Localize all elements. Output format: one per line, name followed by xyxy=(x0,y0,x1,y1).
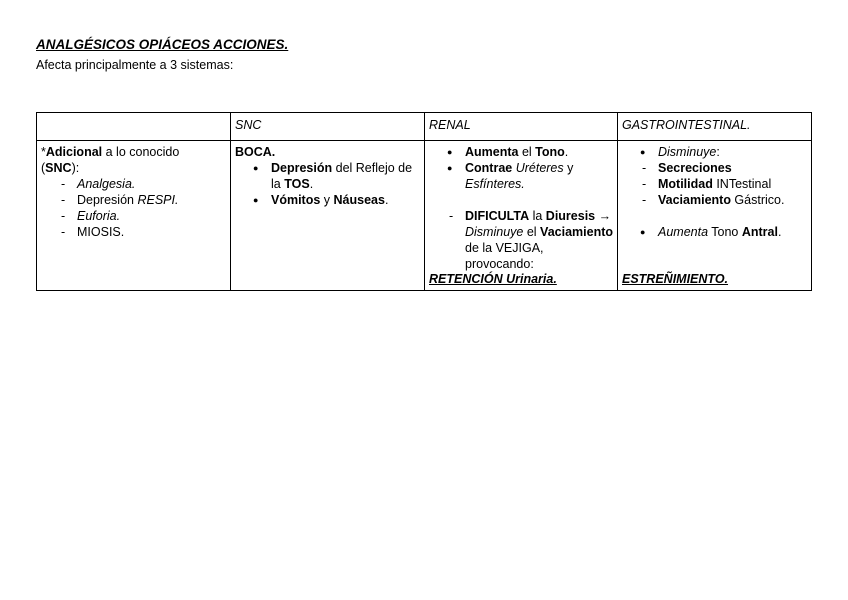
intestinal-text: INTestinal xyxy=(712,177,772,191)
tono-dot: . xyxy=(564,145,569,159)
adicional-text: Adicional xyxy=(45,145,103,159)
list-item-disminuye xyxy=(622,144,807,160)
y-text: y xyxy=(320,193,334,207)
cell-gastrointestinal xyxy=(618,141,812,291)
disminuye-text: Disminuye xyxy=(465,225,524,239)
tono-text: Tono xyxy=(708,225,742,239)
header-snc: SNC xyxy=(231,113,425,141)
ureteres-text: Uréteres xyxy=(512,161,564,175)
header-renal: RENAL xyxy=(425,113,618,141)
list-item-analgesia xyxy=(41,176,226,192)
renal-dash-list xyxy=(429,208,613,272)
list-item-aumenta-antral xyxy=(622,224,807,240)
euforia-text: Euforia. xyxy=(77,209,121,223)
general-intro xyxy=(41,144,226,160)
list-item-vomitos xyxy=(235,192,420,208)
gastrico-text: Gástrico. xyxy=(730,193,785,207)
respi-text: RESPI. xyxy=(137,193,179,207)
colon-text: : xyxy=(716,145,720,159)
asterisk: * xyxy=(41,145,46,159)
actions-table xyxy=(36,112,812,291)
diuresis-bold: Diuresis xyxy=(545,209,596,223)
vaciamiento-bold: Vaciamiento xyxy=(540,225,613,239)
header-gastrointestinal: GASTROINTESTINAL. xyxy=(618,113,812,141)
la-text: la xyxy=(529,209,546,223)
retencion-conclusion: RETENCIÓN Urinaria. xyxy=(429,272,557,286)
list-item-vaciamiento xyxy=(622,192,807,208)
tono-bold: Tono xyxy=(535,145,565,159)
aumenta-text: Aumenta xyxy=(658,225,709,239)
tos-bold: TOS xyxy=(284,177,310,191)
table-body-row xyxy=(37,141,812,291)
spacer xyxy=(622,208,807,224)
gi-bullet-list-2 xyxy=(622,224,807,240)
list-item-depresion-respi xyxy=(41,192,226,208)
antral-bold: Antral xyxy=(741,225,778,239)
analgesia-text: Analgesia. xyxy=(77,177,136,191)
vomitos-bold: Vómitos xyxy=(271,193,321,207)
el-text: el xyxy=(523,225,541,239)
document-subtitle: Afecta principalmente a 3 sistemas: xyxy=(36,58,234,72)
paren-open: ( xyxy=(41,161,46,175)
snc-ref: SNC xyxy=(45,161,72,175)
arrow-icon: → xyxy=(595,209,612,223)
list-item-contrae xyxy=(429,160,613,192)
esfinteres-text: Esfínteres. xyxy=(465,177,525,191)
list-item-euforia xyxy=(41,208,226,224)
list-item-miosis xyxy=(41,224,226,240)
snc-effects-list xyxy=(235,160,420,208)
estrenimiento-conclusion: ESTREÑIMIENTO. xyxy=(622,272,729,286)
secreciones-bold: Secreciones xyxy=(658,161,732,175)
vaciamiento-bold: Vaciamiento xyxy=(658,193,731,207)
gi-dash-list xyxy=(622,160,807,208)
el-text: el xyxy=(518,145,536,159)
y-text: y xyxy=(563,161,574,175)
nauseas-dot: . xyxy=(384,193,389,207)
miosis-text: MIOSIS. xyxy=(77,225,125,239)
nauseas-bold: Náuseas xyxy=(333,193,385,207)
list-item-motilidad xyxy=(622,176,807,192)
antral-dot: . xyxy=(777,225,782,239)
motilidad-bold: Motilidad xyxy=(658,177,713,191)
paren-close: ): xyxy=(71,161,80,175)
document-title: ANALGÉSICOS OPIÁCEOS ACCIONES. xyxy=(36,37,289,52)
list-item-dificulta xyxy=(429,208,613,272)
list-item-secreciones xyxy=(622,160,807,176)
general-effects-list xyxy=(41,176,226,240)
dificulta-bold: DIFICULTA xyxy=(465,209,530,223)
renal-effects-list xyxy=(429,144,613,192)
contrae-bold: Contrae xyxy=(465,161,513,175)
spacer xyxy=(429,192,613,208)
table-header-row xyxy=(37,113,812,141)
boca-text: BOCA. xyxy=(235,145,276,159)
aumenta-bold: Aumenta xyxy=(465,145,519,159)
depresion-text: Depresión xyxy=(77,193,138,207)
cell-general xyxy=(37,141,231,291)
tos-dot: . xyxy=(309,177,314,191)
conocido-text: a lo conocido xyxy=(102,145,180,159)
general-snc-ref xyxy=(41,160,226,176)
disminuye-text: Disminuye xyxy=(658,145,717,159)
reflejo-text: del Reflejo de la xyxy=(271,161,413,191)
gi-bullet-list xyxy=(622,144,807,160)
depresion-bold: Depresión xyxy=(271,161,333,175)
cell-renal xyxy=(425,141,618,291)
cell-snc xyxy=(231,141,425,291)
list-item-aumenta-tono xyxy=(429,144,613,160)
boca-heading xyxy=(235,144,420,160)
header-empty xyxy=(37,113,231,141)
list-item-depresion-reflejo xyxy=(235,160,420,192)
vejiga-text: de la VEJIGA, provocando: xyxy=(465,241,544,271)
